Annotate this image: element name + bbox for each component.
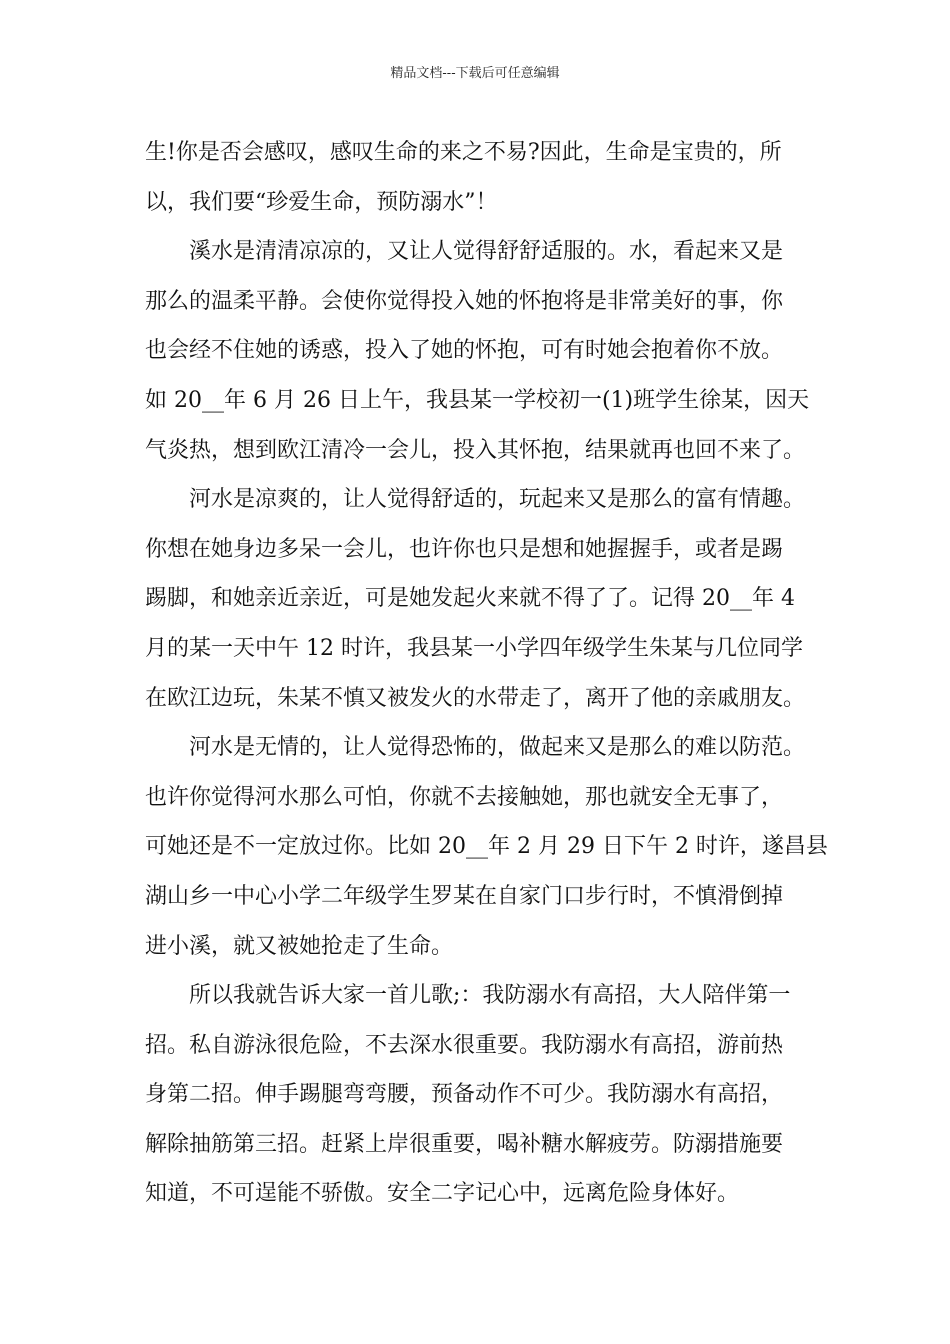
text-line: 那么的温柔平静。会使你觉得投入她的怀抱将是非常美好的事，你 xyxy=(145,288,784,314)
text-line: 气炎热，想到欧江清冷一会儿，投入其怀抱，结果就再也回不来了。 xyxy=(145,437,806,463)
text-line: 河水是凉爽的，让人觉得舒适的，玩起来又是那么的富有情趣。 xyxy=(189,487,806,513)
text-line: 招。私自游泳很危险，不去深水很重要。我防溺水有高招，游前热 xyxy=(145,1032,784,1058)
paragraph-5 xyxy=(145,971,815,1219)
text-line: 身第二招。伸手踢腿弯弯腰，预备动作不可少。我防溺水有高招， xyxy=(145,1082,784,1108)
text-line: 进小溪，就又被她抢走了生命。 xyxy=(145,933,454,959)
text-line: 月的某一天中午 12 时许，我县某一小学四年级学生朱某与几位同学 xyxy=(145,635,803,661)
text-line: 湖山乡一中心小学二年级学生罗某在自家门口步行时，不慎滑倒掉 xyxy=(145,883,784,909)
text-line: 踢脚，和她亲近亲近，可是她发起火来就不得了了。记得 20__年 4 xyxy=(145,586,795,612)
paragraph-4 xyxy=(145,723,828,971)
text-line: 也会经不住她的诱惑，投入了她的怀抱，可有时她会抱着你不放。 xyxy=(145,338,784,364)
paragraph-2 xyxy=(145,227,815,475)
document-body xyxy=(145,128,828,1219)
text-line: 如 20__年 6 月 26 日上午，我县某一学校初一(1)班学生徐某，因天 xyxy=(145,387,810,413)
text-line: 解除抽筋第三招。赶紧上岸很重要，喝补糖水解疲劳。防溺措施要 xyxy=(145,1131,784,1157)
text-line: 以，我们要“珍爱生命，预防溺水”！ xyxy=(145,189,498,215)
text-line: 可她还是不一定放过你。比如 20__年 2 月 29 日下午 2 时许，遂昌县 xyxy=(145,834,828,860)
text-line: 你想在她身边多呆一会儿，也许你也只是想和她握握手，或者是踢 xyxy=(145,536,784,562)
text-line: 在欧江边玩，朱某不慎又被发火的水带走了，离开了他的亲戚朋友。 xyxy=(145,685,806,711)
text-line: 也许你觉得河水那么可怕，你就不去接触她，那也就安全无事了， xyxy=(145,784,784,810)
paragraph-3 xyxy=(145,475,815,723)
text-line: 河水是无情的，让人觉得恐怖的，做起来又是那么的难以防范。 xyxy=(189,735,806,761)
text-line: 所以我就告诉大家一首儿歌;：我防溺水有高招，大人陪伴第一 xyxy=(189,983,791,1009)
page-header: 精品文档---下载后可任意编辑 xyxy=(390,66,560,81)
text-line: 生!你是否会感叹，感叹生命的来之不易?因此，生命是宝贵的，所 xyxy=(145,140,782,165)
text-line: 知道，不可逞能不骄傲。安全二字记心中，远离危险身体好。 xyxy=(145,1181,740,1207)
text-line: 溪水是清清凉凉的，又让人觉得舒舒适服的。水，看起来又是 xyxy=(189,239,784,265)
paragraph-1 xyxy=(145,128,815,227)
